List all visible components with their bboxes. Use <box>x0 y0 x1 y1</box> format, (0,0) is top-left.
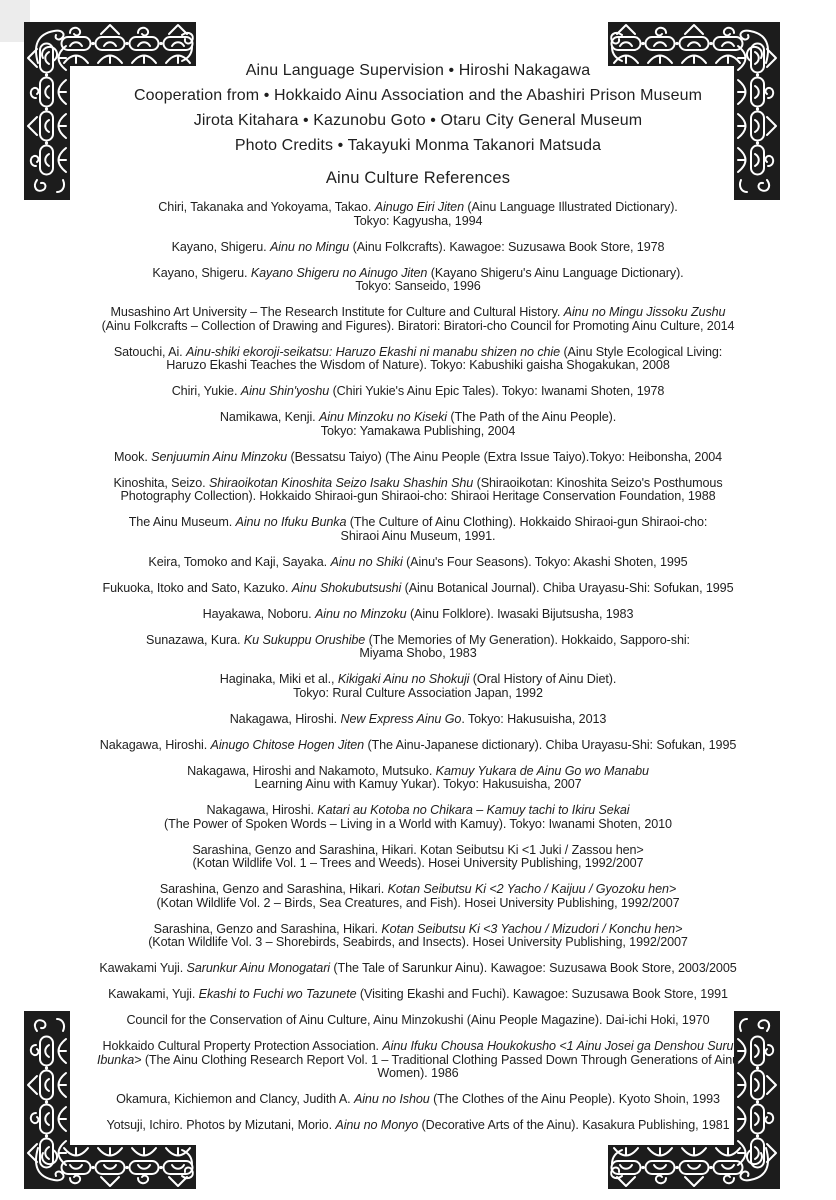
reference-entry <box>28 1040 808 1081</box>
reference-line: Sunazawa, Kura. Ku Sukuppu Orushibe (The Memories of My Generation). Hokkaido, Sapporo-shi: <box>146 632 690 647</box>
reference-entry <box>28 883 808 910</box>
reference-entry <box>28 608 808 622</box>
reference-line: Photography Collection). Hokkaido Shiraoi-gun Shiraoi-cho: Shiraoi Heritage Conservation Foundation, 1988 <box>120 489 716 503</box>
reference-entry <box>28 1014 808 1028</box>
reference-line: Kawakami, Yuji. Ekashi to Fuchi wo Tazunete (Visiting Ekashi and Fuchi). Kawagoe: Suzusawa Book Store, 1991 <box>108 987 728 1001</box>
reference-entry <box>28 346 808 373</box>
section-title: Ainu Culture References <box>325 169 511 187</box>
reference-line: Okamura, Kichiemon and Clancy, Judith A. Ainu no Ishou (The Clothes of the Ainu People). Kyoto Shoin, 1993 <box>116 1092 720 1106</box>
reference-line: Tokyo: Kagyusha, 1994 <box>353 213 483 228</box>
reference-entry <box>28 411 808 438</box>
reference-line: Learning Ainu with Kamuy Yukar). Tokyo: Hakusuisha, 2007 <box>254 777 582 791</box>
reference-entry <box>28 988 808 1002</box>
reference-line: Ibunka> (The Ainu Clothing Research Report Vol. 1 – Traditional Clothing Passed Down Through Generations of Ainu <box>96 1052 740 1067</box>
reference-line: Hokkaido Cultural Property Protection Association. Ainu Ifuku Chousa Houkokusho <1 Ainu Josei ga Denshou Suru <box>102 1039 734 1053</box>
reference-line: Namikawa, Kenji. Ainu Minzoku no Kiseki (The Path of the Ainu People). <box>219 410 617 424</box>
reference-entry <box>28 306 808 333</box>
reference-entry <box>28 241 808 255</box>
reference-entry <box>28 1119 808 1133</box>
reference-entry <box>28 582 808 596</box>
reference-line: Nakagawa, Hiroshi. New Express Ainu Go. Tokyo: Hakusuisha, 2013 <box>229 711 607 726</box>
reference-entry <box>28 844 808 871</box>
reference-entry <box>28 201 808 228</box>
reference-line: (Kotan Wildlife Vol. 2 – Birds, Sea Creatures, and Fish). Hosei University Publishing, 1992/2007 <box>156 895 680 910</box>
reference-line: Women). 1986 <box>377 1066 459 1080</box>
reference-line: Kawakami Yuji. Sarunkur Ainu Monogatari (The Tale of Sarunkur Ainu). Kawagoe: Suzusawa Book Store, 2003/2005 <box>99 961 737 975</box>
reference-line: (Kotan Wildlife Vol. 3 – Shorebirds, Seabirds, and Insects). Hosei University Publishing, 1992/2007 <box>148 935 688 949</box>
reference-line: Musashino Art University – The Research Institute for Culture and Cultural History. Ainu no Mingu Jissoku Zushu <box>110 305 726 319</box>
reference-entry <box>28 1093 808 1107</box>
reference-entry <box>28 962 808 976</box>
reference-line: Tokyo: Yamakawa Publishing, 2004 <box>320 423 516 438</box>
credit-line: Photo Credits • Takayuki Monma Takanori Matsuda <box>234 137 602 154</box>
reference-entry <box>28 556 808 570</box>
reference-line: Sarashina, Genzo and Sarashina, Hikari. Kotan Seibutsu Ki <1 Juki / Zassou hen> <box>192 842 644 857</box>
reference-line: Shiraoi Ainu Museum, 1991. <box>340 528 496 543</box>
reference-entry <box>28 385 808 399</box>
reference-line: Kayano, Shigeru. Ainu no Mingu (Ainu Folkcrafts). Kawagoe: Suzusawa Book Store, 1978 <box>171 239 665 254</box>
credit-line: Cooperation from • Hokkaido Ainu Association and the Abashiri Prison Museum <box>133 87 703 104</box>
reference-line: Nakagawa, Hiroshi and Nakamoto, Mutsuko. Kamuy Yukara de Ainu Go wo Manabu <box>187 763 649 778</box>
reference-entry <box>28 267 808 294</box>
reference-entry <box>28 739 808 753</box>
reference-line: (Ainu Folkcrafts – Collection of Drawing and Figures). Biratori: Biratori-cho Council for Promoting Ainu Culture, 2014 <box>101 318 735 333</box>
credits-list <box>28 58 808 158</box>
reference-line: The Ainu Museum. Ainu no Ifuku Bunka (The Culture of Ainu Clothing). Hokkaido Shiraoi-gun Shiraoi-cho: <box>128 515 708 529</box>
credit-line: Jirota Kitahara • Kazunobu Goto • Otaru City General Museum <box>193 112 643 129</box>
reference-line: Chiri, Yukie. Ainu Shin'yoshu (Chiri Yukie's Ainu Epic Tales). Tokyo: Iwanami Shoten, 1978 <box>171 384 665 398</box>
reference-line: Keira, Tomoko and Kaji, Sayaka. Ainu no Shiki (Ainu's Four Seasons). Tokyo: Akashi Shoten, 1995 <box>148 554 688 569</box>
reference-line: Council for the Conservation of Ainu Culture, Ainu Minzokushi (Ainu People Magazine). Dai-ichi Hoki, 1970 <box>126 1013 710 1027</box>
reference-entry <box>28 804 808 831</box>
reference-line: Fukuoka, Itoko and Sato, Kazuko. Ainu Shokubutsushi (Ainu Botanical Journal). Chiba Urayasu-Shi: Sofukan, 1995 <box>102 580 734 595</box>
reference-entry <box>28 765 808 792</box>
reference-line: Nakagawa, Hiroshi. Katari au Kotoba no Chikara – Kamuy tachi to Ikiru Sekai <box>206 803 630 817</box>
credit-line: Ainu Language Supervision • Hiroshi Nakagawa <box>245 62 591 79</box>
reference-line: Haruzo Ekashi Teaches the Wisdom of Nature). Tokyo: Kabushiki gaisha Shogakukan, 2008 <box>166 358 670 372</box>
reference-line: Chiri, Takanaka and Yokoyama, Takao. Ainugo Eiri Jiten (Ainu Language Illustrated Dictionary). <box>158 200 678 214</box>
reference-line: (The Power of Spoken Words – Living in a World with Kamuy). Tokyo: Iwanami Shoten, 2010 <box>164 816 672 831</box>
reference-line: Mook. Senjuumin Ainu Minzoku (Bessatsu Taiyo) (The Ainu People (Extra Issue Taiyo).Tokyo: Heibonsha, 2004 <box>113 449 723 464</box>
reference-line: Sarashina, Genzo and Sarashina, Hikari. Kotan Seibutsu Ki <2 Yacho / Kaijuu / Gyozoku hen> <box>159 882 677 896</box>
reference-entry <box>28 673 808 700</box>
reference-line: Tokyo: Sanseido, 1996 <box>355 279 481 293</box>
reference-line: Kayano, Shigeru. Kayano Shigeru no Ainugo Jiten (Kayano Shigeru's Ainu Language Dictionary). <box>152 265 684 280</box>
reference-line: Tokyo: Rural Culture Association Japan, 1992 <box>293 685 543 700</box>
reference-entry <box>28 923 808 950</box>
reference-line: Nakagawa, Hiroshi. Ainugo Chitose Hogen Jiten (The Ainu-Japanese dictionary). Chiba Urayasu-Shi: Sofukan, 1995 <box>99 737 737 752</box>
reference-entry <box>28 451 808 465</box>
reference-entry <box>28 516 808 543</box>
reference-entry <box>28 477 808 504</box>
reference-entry <box>28 634 808 661</box>
references-list <box>28 201 808 1133</box>
page-content <box>28 58 808 1145</box>
reference-line: Yotsuji, Ichiro. Photos by Mizutani, Morio. Ainu no Monyo (Decorative Arts of the Ainu). Kasakura Publishing, 1981 <box>106 1118 730 1132</box>
credits-block <box>28 58 808 158</box>
reference-line: Hayakawa, Noboru. Ainu no Minzoku (Ainu Folklore). Iwasaki Bijutsusha, 1983 <box>202 606 634 621</box>
reference-entry <box>28 713 808 727</box>
reference-line: Miyama Shobo, 1983 <box>359 646 477 660</box>
reference-line: (Kotan Wildlife Vol. 1 – Trees and Weeds). Hosei University Publishing, 1992/2007 <box>192 856 644 870</box>
reference-line: Kinoshita, Seizo. Shiraoikotan Kinoshita Seizo Isaku Shashin Shu (Shiraoikotan: Kinoshita Seizo's Posthumous <box>113 475 723 490</box>
reference-line: Satouchi, Ai. Ainu-shiki ekoroji-seikatsu: Haruzo Ekashi ni manabu shizen no chie (Ainu Style Ecological Living: <box>113 344 723 359</box>
reference-line: Haginaka, Miki et al., Kikigaki Ainu no Shokuji (Oral History of Ainu Diet). <box>219 672 617 686</box>
reference-line: Sarashina, Genzo and Sarashina, Hikari. Kotan Seibutsu Ki <3 Yachou / Mizudori / Konchu hen> <box>153 921 683 936</box>
